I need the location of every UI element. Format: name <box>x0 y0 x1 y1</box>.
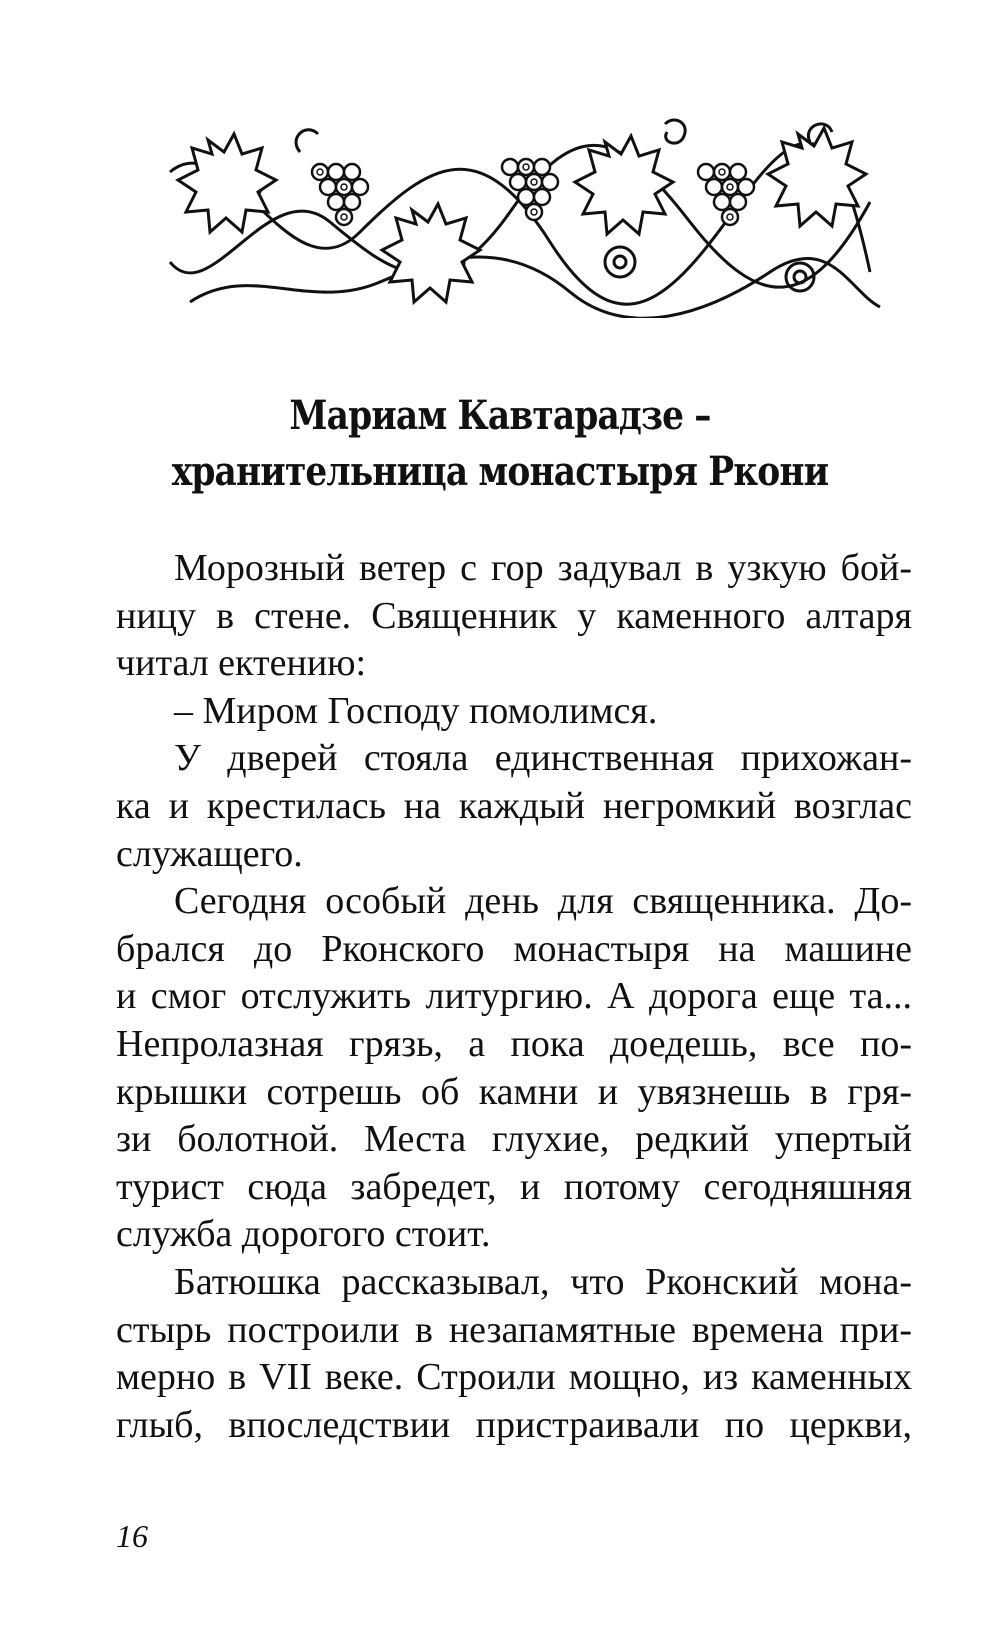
text-line: глыб, впоследствии пристраивали по церкви, <box>116 1403 912 1446</box>
text-line: и смог отслужить литургию. А дорога еще та... <box>116 975 912 1018</box>
text-line: зи болотной. Места глухие, редкий упертый <box>116 1118 912 1161</box>
text-line: брался до Рконского монастыря на машине <box>116 927 912 970</box>
chapter-title-line: хранительница монастыря Ркони <box>171 448 829 495</box>
text-line: Батюшка рассказывал, что Рконский мона- <box>174 1260 912 1303</box>
text-line: мерно в VII веке. Строили мощно, из каменных <box>116 1356 912 1399</box>
text-line: служащего. <box>116 832 303 875</box>
text-line: ка и крестилась на каждый негромкий возглас <box>116 784 912 827</box>
text-line: Морозный ветер с гор задувал в узкую бой- <box>174 547 912 589</box>
text-line: крышки сотрешь об камни и увязнешь в гря- <box>116 1070 912 1113</box>
body-text <box>116 545 912 1449</box>
text-line: – Миром Господу помолимся. <box>174 689 658 732</box>
chapter-title-line: Мариам Кавтарадзе – <box>289 392 711 439</box>
text-line: турист сюда забредет, и потому сегодняшняя <box>116 1165 912 1208</box>
text-line: У дверей стояла единственная прихожан- <box>174 737 912 780</box>
text-line: служба дорогого стоит. <box>116 1213 491 1256</box>
grapevine-ornament-icon <box>150 112 888 318</box>
text-line: читал ектению: <box>116 642 367 685</box>
text-line: ницу в стене. Священник у каменного алтаря <box>116 594 912 637</box>
text-line: Сегодня особый день для священника. До- <box>174 880 912 923</box>
text-line: Непролазная грязь, а пока доедешь, все по- <box>116 1022 912 1065</box>
page-number: 16 <box>116 1518 148 1554</box>
text-line: стырь построили в незапамятные времена при- <box>116 1308 912 1351</box>
chapter-title <box>70 388 930 500</box>
